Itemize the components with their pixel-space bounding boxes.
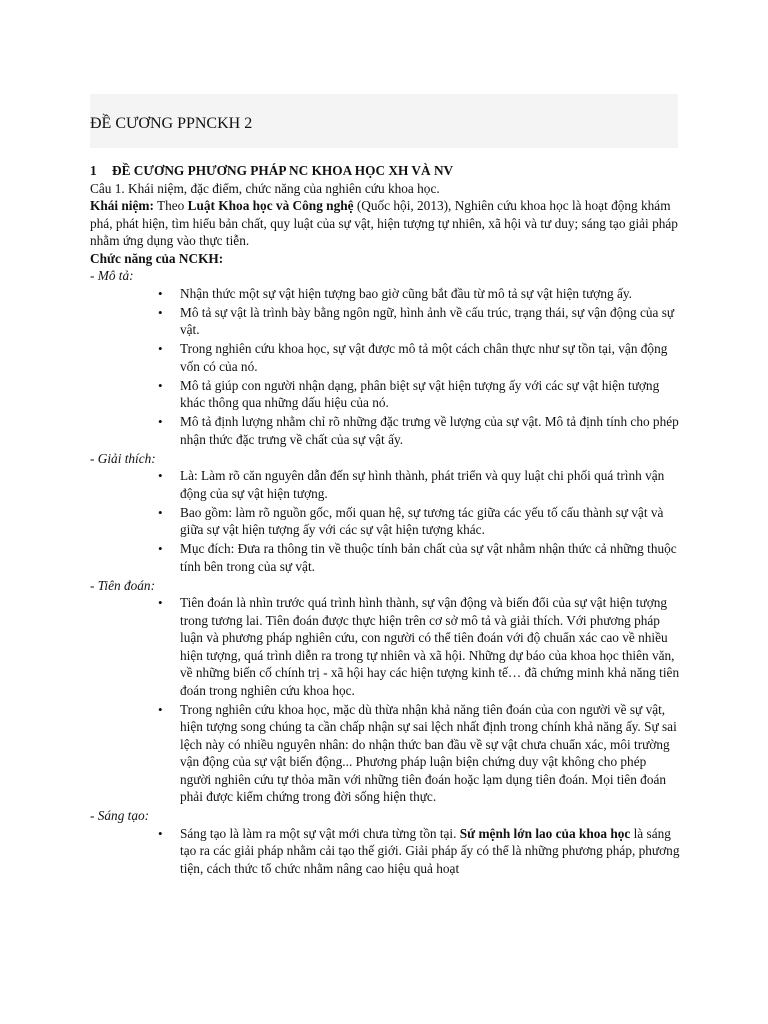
list-item: • Là: Làm rõ căn nguyên dẫn đến sự hình thành, phát triển và quy luật chi phối quá trình vận động của sự vật hiện tượng. bbox=[90, 467, 680, 502]
list-mo-ta bbox=[90, 285, 680, 449]
list-item: • Bao gồm: làm rõ nguồn gốc, mối quan hệ, sự tương tác giữa các yếu tố cấu thành sự vật và giữa sự vật hiện tượng ấy với các sự vật hiện tượng khác. bbox=[90, 504, 680, 539]
list-item: • Trong nghiên cứu khoa học, sự vật được mô tả một cách chân thực như sự tồn tại, vận động vốn có của nó. bbox=[90, 340, 680, 375]
sang-tao-bold: Sứ mệnh lớn lao của khoa học bbox=[459, 825, 631, 841]
list-item: • Mô tả giúp con người nhận dạng, phân biệt sự vật hiện tượng ấy với các sự vật hiện tượng khác thông qua những dấu hiệu của nó. bbox=[90, 377, 680, 412]
functions-heading: Chức năng của NCKH: bbox=[90, 250, 224, 266]
concept-paragraph bbox=[90, 197, 680, 250]
concept-pre: Theo bbox=[153, 198, 188, 213]
section-heading-text: ĐỀ CƯƠNG PHƯƠNG PHÁP NC KHOA HỌC XH VÀ NV bbox=[112, 163, 454, 178]
list-item: • Mô tả sự vật là trình bày bằng ngôn ngữ, hình ảnh về cấu trúc, trạng thái, sự vận động của sự vật. bbox=[90, 304, 680, 339]
list-sang-tao bbox=[90, 825, 680, 878]
list-giai-thich bbox=[90, 467, 680, 575]
document-body bbox=[90, 162, 680, 879]
list-item: • Mô tả định lượng nhằm chỉ rõ những đặc trưng về lượng của sự vật. Mô tả định tính cho phép nhận thức đặc trưng về chất của sự vật ấy. bbox=[90, 413, 680, 448]
section-label-giai-thich: - Giải thích: bbox=[90, 450, 156, 466]
list-item bbox=[90, 825, 680, 878]
question-line: Câu 1. Khái niệm, đặc điểm, chức năng của nghiên cứu khoa học. bbox=[90, 180, 440, 196]
list-item: • Tiên đoán là nhìn trước quá trình hình thành, sự vận động và biến đổi của sự vật hiện tượng trong tương lai. Tiên đoán được thực hiện trên cơ sở mô tả và giải thích. Với phương pháp luận và phương pháp nghiên cứu, con người có thể tiên đoán với độ chuẩn xác cao về nhiều hiện tượng, quá trình diễn ra trong tự nhiên và xã hội. Những dự báo của khoa học thiên văn, về những biến cố chính trị - xã hội hay các hiện tượng kinh tế… đã chứng minh khả năng tiên đoán trong nghiên cứu khoa học. bbox=[90, 594, 680, 699]
list-item: • Mục đích: Đưa ra thông tin về thuộc tính bản chất của sự vật nhằm nhận thức cả những thuộc tính bên trong của sự vật. bbox=[90, 540, 680, 575]
list-tien-doan bbox=[90, 594, 680, 806]
section-label-sang-tao: - Sáng tạo: bbox=[90, 808, 150, 823]
section-label-mo-ta: - Mô tả: bbox=[90, 268, 134, 283]
section-label-tien-doan: - Tiên đoán: bbox=[90, 577, 156, 593]
list-item: • Trong nghiên cứu khoa học, mặc dù thừa nhận khả năng tiên đoán của con người về sự vật, hiện tượng song chúng ta cần chấp nhận sự sai lệch nhất định trong chính khả năng ấy. Sự sai lệch này có nhiều nguyên nhân: do nhận thức ban đầu về sự vật chưa chuẩn xác, môi trường vận động của sự vật biến động... Phương pháp luận biện chứng duy vật không cho phép người nghiên cứu tự thỏa mãn với những tiên đoán hoặc lạm dụng tiên đoán. Mọi tiên đoán phải được kiểm chứng trong đời sống hiện thực. bbox=[90, 701, 680, 806]
section-heading bbox=[90, 162, 680, 180]
concept-text: (Quốc hội, 2013), Nghiên cứu khoa học là hoạt động khám phá, phát hiện, tìm hiểu bản chất, quy luật của sự vật, hiện tượng tự nhiên, xã hội và tư duy; sáng tạo giải pháp nhằm ứng dụng vào thực tiễn. bbox=[90, 198, 678, 248]
sang-tao-pre: Sáng tạo là làm ra một sự vật mới chưa từng tồn tại. bbox=[180, 825, 460, 841]
section-number: 1 bbox=[90, 163, 97, 178]
sang-tao-post: là sáng tạo ra các giải pháp nhằm cải tạo thế giới. Giải pháp ấy có thể là những phương pháp, phương tiện, cách thức tổ chức nhằm nâng cao hiệu quả hoạt bbox=[180, 825, 680, 876]
concept-label: Khái niệm: bbox=[90, 198, 154, 213]
list-item: • Nhận thức một sự vật hiện tượng bao giờ cũng bắt đầu từ mô tả sự vật hiện tượng ấy. bbox=[90, 285, 680, 303]
document-title: ĐỀ CƯƠNG PPNCKH 2 bbox=[90, 115, 253, 132]
concept-law: Luật Khoa học và Công nghệ bbox=[187, 198, 354, 213]
